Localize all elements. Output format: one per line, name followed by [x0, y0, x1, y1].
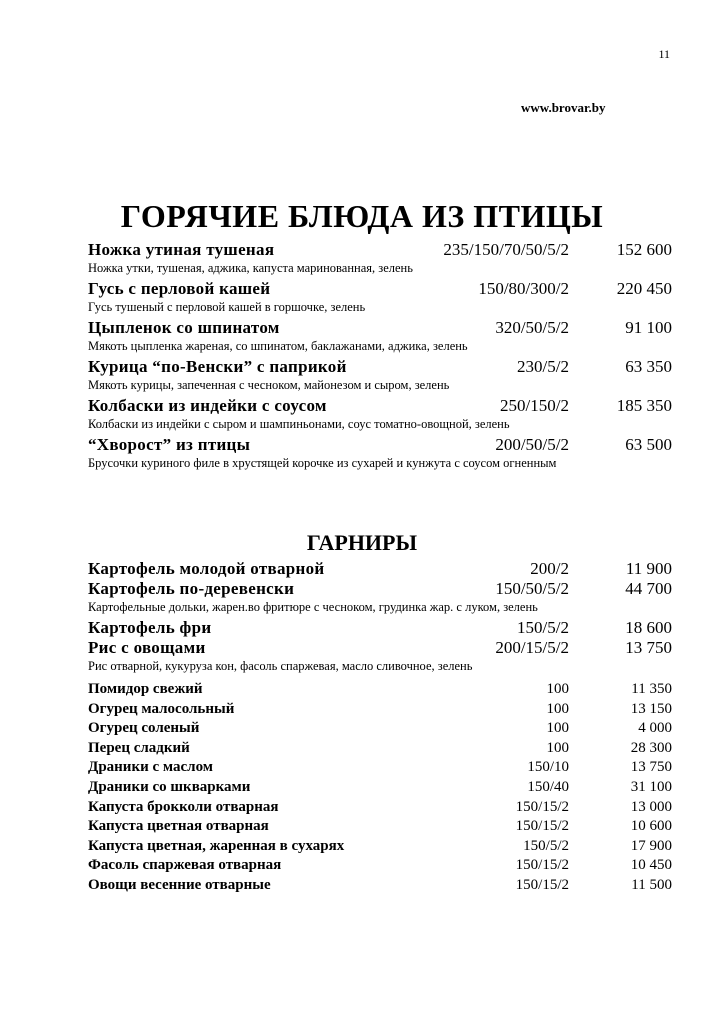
menu-item-price: 31 100 — [630, 778, 672, 795]
menu-item — [0, 799, 724, 819]
menu-item-weight: 320/50/5/2 — [495, 318, 569, 337]
poultry-menu-list — [0, 240, 724, 474]
menu-item-name: Капуста брокколи отварная — [88, 798, 279, 815]
menu-item-description: Брусочки куриного филе в хрустящей корочке из сухарей и кунжута с соусом огненным — [88, 456, 557, 470]
menu-item-price: 11 500 — [631, 876, 672, 893]
site-url: www.brovar.by — [521, 100, 606, 115]
menu-item — [0, 681, 724, 701]
menu-item-weight: 100 — [546, 739, 569, 756]
menu-item — [0, 396, 724, 416]
menu-item — [0, 240, 724, 260]
menu-item — [0, 357, 724, 377]
menu-item-weight: 150/15/2 — [515, 798, 569, 815]
menu-item — [0, 759, 724, 779]
menu-item-name: Огурец малосольный — [88, 700, 235, 717]
menu-item-weight: 200/50/5/2 — [495, 435, 569, 454]
menu-item-weight: 150/5/2 — [523, 837, 569, 854]
menu-item — [0, 740, 724, 760]
menu-item-name: Картофель по-деревенски — [88, 579, 295, 598]
menu-item — [0, 720, 724, 740]
menu-item — [0, 559, 724, 579]
menu-item-weight: 100 — [546, 720, 569, 737]
garnish-menu-list — [0, 559, 724, 677]
menu-item-name: Драники с маслом — [88, 759, 214, 776]
menu-item — [0, 318, 724, 338]
menu-item-price: 10 450 — [630, 857, 672, 874]
menu-item-weight: 150/40 — [527, 778, 569, 795]
menu-item — [0, 638, 724, 658]
menu-item-name: Цыпленок со шпинатом — [88, 318, 280, 337]
menu-item-weight: 200/2 — [530, 559, 569, 578]
menu-item-price: 28 300 — [630, 739, 672, 756]
menu-item-description: Мякоть цыпленка жареная, со шпинатом, баклажанами, аджика, зелень — [88, 339, 468, 353]
menu-item-price: 63 500 — [625, 435, 672, 454]
menu-item-name: Картофель фри — [88, 618, 212, 637]
menu-item-price: 11 350 — [631, 681, 672, 697]
menu-item-price: 4 000 — [638, 720, 672, 737]
menu-item-description: Колбаски из индейки с сыром и шампиньонами, соус томатно-овощной, зелень — [88, 417, 510, 431]
menu-item-name: Капуста цветная, жаренная в сухарях — [88, 837, 345, 854]
menu-item-description: Гусь тушеный с перловой кашей в горшочке, зелень — [88, 300, 366, 314]
menu-item-price: 91 100 — [625, 318, 672, 337]
menu-item-price: 18 600 — [625, 618, 672, 637]
menu-item-name: Капуста цветная отварная — [88, 818, 269, 835]
menu-item-weight: 150/10 — [527, 759, 569, 776]
section-title-poultry: ГОРЯЧИЕ БЛЮДА ИЗ ПТИЦЫ — [120, 198, 604, 234]
menu-item — [0, 701, 724, 721]
menu-item-weight: 200/15/5/2 — [495, 638, 569, 657]
menu-item-weight: 250/150/2 — [500, 396, 569, 415]
menu-item-name: Фасоль спаржевая отварная — [88, 857, 282, 874]
menu-item-weight: 150/15/2 — [515, 876, 569, 893]
menu-item-name: Рис с овощами — [88, 638, 206, 657]
menu-item-description: Картофельные дольки, жарен.во фритюре с чесноком, грудинка жар. с луком, зелень — [88, 600, 538, 614]
menu-item-weight: 150/15/2 — [515, 857, 569, 874]
menu-item-name: Перец сладкий — [88, 739, 190, 756]
menu-item-price: 13 000 — [630, 798, 672, 815]
menu-item-price: 13 150 — [630, 700, 672, 717]
menu-item — [0, 857, 724, 877]
menu-item-price: 13 750 — [625, 638, 672, 657]
menu-item-price: 220 450 — [616, 279, 672, 298]
menu-item — [0, 618, 724, 638]
menu-item-name: Овощи весенние отварные — [88, 876, 271, 893]
menu-item-price: 13 750 — [630, 759, 672, 776]
menu-item-price: 17 900 — [630, 837, 672, 854]
menu-item-name: Помидор свежий — [88, 681, 203, 697]
menu-item-name: Колбаски из индейки с соусом — [88, 396, 327, 415]
menu-item — [0, 279, 724, 299]
menu-item-name: Ножка утиная тушеная — [88, 240, 275, 259]
menu-item-weight: 150/15/2 — [515, 818, 569, 835]
menu-item-price: 44 700 — [625, 579, 672, 598]
menu-item-name: Огурец соленый — [88, 720, 200, 737]
menu-item-price: 63 350 — [625, 357, 672, 376]
menu-item-description: Рис отварной, кукуруза кон, фасоль спаржевая, масло сливочное, зелень — [88, 659, 473, 673]
menu-item-price: 11 900 — [625, 559, 672, 578]
menu-item — [0, 877, 724, 897]
menu-item-description: Ножка утки, тушеная, аджика, капуста маринованная, зелень — [88, 261, 413, 275]
section-title-garnish: ГАРНИРЫ — [306, 530, 418, 555]
menu-item-description: Мякоть курицы, запеченная с чесноком, майонезом и сыром, зелень — [88, 378, 450, 392]
garnish-small-menu-list — [0, 681, 724, 897]
menu-item-price: 185 350 — [616, 396, 672, 415]
menu-item — [0, 818, 724, 838]
menu-item-weight: 150/5/2 — [517, 618, 569, 637]
menu-item-name: “Хворост” из птицы — [88, 435, 251, 454]
page-number: 11 — [658, 47, 670, 61]
menu-item — [0, 579, 724, 599]
menu-item-weight: 100 — [546, 700, 569, 717]
menu-item — [0, 779, 724, 799]
menu-item-price: 152 600 — [616, 240, 672, 259]
menu-item-weight: 150/50/5/2 — [495, 579, 569, 598]
menu-item-name: Драники со шкварками — [88, 778, 251, 795]
menu-item — [0, 435, 724, 455]
menu-item-price: 10 600 — [630, 818, 672, 835]
menu-item-name: Гусь с перловой кашей — [88, 279, 271, 298]
menu-item-weight: 235/150/70/50/5/2 — [443, 240, 569, 259]
menu-item-weight: 100 — [546, 681, 569, 697]
menu-item-name: Курица “по-Венски” с паприкой — [88, 357, 347, 376]
menu-item-weight: 150/80/300/2 — [478, 279, 569, 298]
menu-item — [0, 838, 724, 858]
menu-item-weight: 230/5/2 — [517, 357, 569, 376]
menu-item-name: Картофель молодой отварной — [88, 559, 325, 578]
